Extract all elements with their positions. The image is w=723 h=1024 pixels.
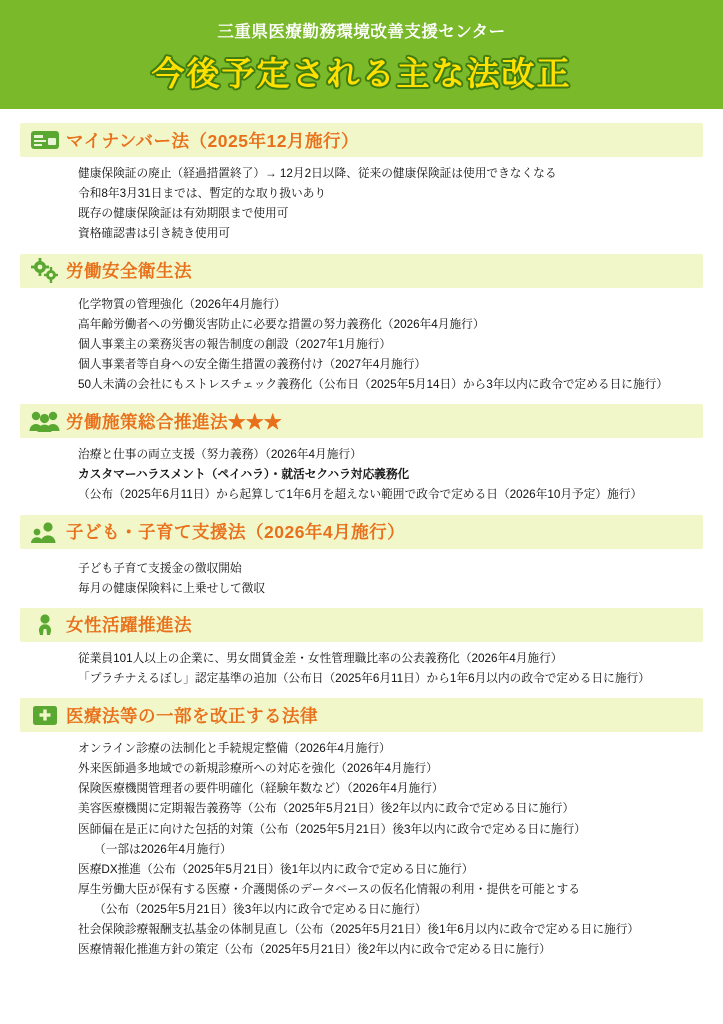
sections-container (0, 109, 723, 960)
law-detail-line: 既存の健康保険証は有効期限まで使用可 (78, 207, 289, 221)
law-section-body (20, 549, 703, 599)
law-detail-line: 令和8年3月31日までは、暫定的な取り扱いあり (78, 187, 327, 201)
law-section-header (20, 698, 703, 732)
law-section (20, 608, 703, 689)
law-section-title: 労働安全衛生法 (66, 261, 192, 281)
law-detail-line: （公布（2025年5月21日）後3年以内に政令で定める日に施行） (94, 903, 427, 916)
law-detail-line: 毎月の健康保険料に上乗せして徴収 (78, 581, 266, 595)
people-group-icon (28, 406, 62, 436)
law-detail-line: カスタマーハラスメント（ペイハラ）・就活セクハラ対応義務化 (78, 468, 410, 482)
page-title: 今後予定される主な法改正 (151, 55, 572, 92)
law-section-body (20, 642, 703, 689)
law-detail-line: 美容医療機関に定期報告義務等（公布（2025年5月21日）後2年以内に政令で定める日に施行） (78, 802, 575, 816)
law-section-body (20, 732, 703, 960)
gears-icon (28, 256, 62, 286)
law-section (20, 515, 703, 599)
law-detail-line: 従業員101人以上の企業に、男女間賃金差・女性管理職比率の公表義務化（2026年4月施行） (78, 651, 563, 665)
poster-header (0, 0, 723, 109)
law-detail-line: 保険医療機関管理者の要件明確化（経験年数など）（2026年4月施行） (78, 782, 444, 796)
law-detail-line: 健康保険証の廃止（経過措置終了）→ 12月2日以降、従来の健康保険証は使用できなくなる (78, 167, 557, 180)
law-section-title: 医療法等の一部を改正する法律 (66, 705, 318, 726)
law-detail-line: 高年齢労働者への労働災害防止に必要な措置の努力義務化（2026年4月施行） (78, 317, 485, 331)
law-detail-line: 医療DX推進（公布（2025年5月21日）後1年以内に政令で定める日に施行） (78, 862, 474, 876)
law-detail-line: 外来医師過多地域での新規診療所への対応を強化（2026年4月施行） (78, 762, 438, 776)
law-section-body (20, 157, 703, 245)
law-section-header (20, 123, 703, 157)
law-detail-line: （公布（2025年6月11日）から起算して1年6月を超えない範囲で政令で定める日（2026年10月予定）施行） (78, 488, 643, 502)
law-detail-line: 化学物質の管理強化（2026年4月施行） (78, 297, 286, 311)
law-detail-line: 50人未満の会社にもストレスチェック義務化（公布日（2025年5月14日）から3年以内に政令で定める日に施行） (78, 378, 669, 391)
law-detail-line: 厚生労働大臣が保有する医療・介護関係のデータベースの仮名化情報の利用・提供を可能とする (78, 882, 580, 896)
law-section (20, 698, 703, 960)
law-detail-line: 子ども子育て支援金の徴収開始 (78, 561, 242, 575)
law-section-title: 女性活躍推進法 (66, 615, 192, 636)
law-detail-line: 医師偏在是正に向けた包括的対策（公布（2025年5月21日）後3年以内に政令で定める日に施行） (78, 822, 586, 836)
law-detail-line: 個人事業主の業務災害の報告制度の創設（2027年1月施行） (78, 337, 392, 351)
law-detail-line: 治療と仕事の両立支援（努力義務）（2026年4月施行） (78, 448, 362, 462)
center-name: 三重県医療勤務環境改善支援センター (217, 23, 506, 41)
law-detail-line: オンライン診療の法制化と手続規定整備（2026年4月施行） (78, 742, 391, 755)
law-section (20, 404, 703, 505)
parent-child-icon (28, 517, 62, 547)
law-section-body (20, 288, 703, 396)
law-detail-line: 社会保険診療報酬支払基金の体制見直し（公布（2025年5月21日）後1年6月以内に政令で定める日に施行） (78, 923, 640, 937)
law-section (20, 254, 703, 396)
law-section-title: 労働施策総合推進法★★★ (66, 411, 282, 432)
id-card-icon (28, 125, 62, 155)
law-detail-line: 個人事業者等自身への安全衛生措置の義務付け（2027年4月施行） (78, 357, 427, 371)
law-section-title: 子ども・子育て支援法（2026年4月施行） (66, 522, 406, 542)
hospital-icon (28, 700, 62, 730)
law-section-title: マイナンバー法（2025年12月施行） (66, 130, 359, 151)
law-detail-line: 「プラチナえるぼし」認定基準の追加（公布日（2025年6月11日）から1年6月以内の政令で定める日に施行） (78, 671, 650, 685)
law-section-header (20, 404, 703, 438)
woman-icon (28, 610, 62, 640)
law-section-body (20, 438, 703, 505)
law-detail-line: 医療情報化推進方針の策定（公布（2025年5月21日）後2年以内に政令で定める日に施行） (78, 943, 551, 957)
law-section-header (20, 608, 703, 642)
law-section (20, 123, 703, 245)
law-detail-line: 資格確認書は引き続き使用可 (78, 227, 230, 241)
law-detail-line: （一部は2026年4月施行） (94, 842, 232, 856)
law-section-header (20, 515, 703, 549)
law-section-header (20, 254, 703, 288)
